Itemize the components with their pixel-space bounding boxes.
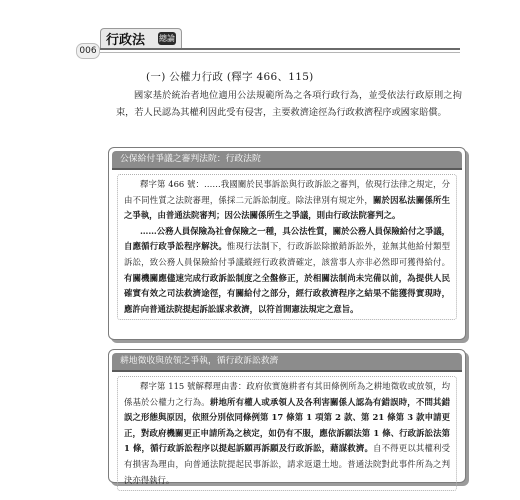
header-rule-thin — [100, 52, 460, 53]
case-box-body — [117, 376, 457, 491]
case-box-466 — [108, 147, 466, 340]
case-text: 惟現行法制下，行政訴訟除撤銷訴訟外，並無其他給付類型訴訟，致公務人員保險給付爭議縱經行政救濟確定，該當事人亦非必然即可獲得給付。 — [124, 241, 451, 267]
case-paragraph — [124, 224, 450, 318]
case-paragraph — [124, 379, 450, 488]
case-box-title: 耕地徵收與放領之爭執，循行政訴訟救濟 — [112, 353, 462, 370]
header-rule — [100, 48, 460, 50]
case-paragraph — [124, 177, 450, 224]
case-text: 釋字第 115 號解釋理由書：政府依實施耕者有其田條例所為之耕地徵收或放領，均係基於公權力之行為。 — [124, 381, 450, 407]
section-heading: (一) 公權力行政 (釋字 466、115) — [146, 71, 314, 83]
case-emphasis: 關於因私法關係所生之爭執，由普通法院審判；因公法關係所生之爭議，則由行政法院審判之。 — [124, 194, 451, 221]
case-emphasis: 有關機關應儘速完成行政訴訟制度之全盤修正，於相關法制尚未完備以前，為提供人民確實有效之司法救濟途徑，有關給付之部分，經行政救濟程序之結果不能獲得實現時，應許向普通法院提起訴訟謀求救濟，以符首開憲法規定之意旨。 — [124, 272, 450, 314]
intro-paragraph: 國家基於統治者地位適用公法規範所為之各項行政行為，並受依法行政原則之拘束，若人民認為其權利因此受有侵害，主要救濟途徑為行政救濟程序或國家賠償。 — [116, 90, 462, 118]
case-box-title: 公保給付爭議之審判法院：行政法院 — [112, 151, 462, 168]
page-number: 006 — [76, 43, 100, 59]
chapter-badge: 總論 — [159, 34, 175, 43]
book-title: 行政法 — [106, 33, 146, 48]
case-text: 自不得更以其權利受有損害為理由，向普通法院提起民事訴訟，請求返還土地。普通法院對此事件所為之判決亦得執行。 — [124, 443, 451, 485]
case-box-rule — [112, 370, 462, 372]
case-box-body — [117, 174, 457, 320]
case-emphasis: 對政府機關更正申請所為之核定，如仍有不服，應依訴願法第 1 條、行政訴訟法第 1 條，循行政訴訟程序以提起訴願再訴願及行政訴訟，藉謀救濟。 — [124, 427, 451, 454]
case-box-rule — [112, 168, 462, 170]
case-box-115 — [108, 349, 466, 483]
case-emphasis: 耕地所有權人或承領人及各利害關係人認為有錯誤時，不問其錯誤之形態與原因，依照分別依同條例第 17 條第 1 項第 2 款、第 21 條第 3 款申請更正， — [124, 396, 451, 438]
case-emphasis: ……公務人員保險為社會保險之一種，具公法性質，關於公務人員保險給付之爭議，自應循行政爭訟程序解決。 — [124, 225, 450, 252]
case-text: 釋字第 466 號：……我國關於民事訴訟與行政訴訟之審判，依現行法律之規定，分由不同性質之法院審理，係採二元訴訟制度。除法律別有規定外， — [124, 179, 450, 205]
